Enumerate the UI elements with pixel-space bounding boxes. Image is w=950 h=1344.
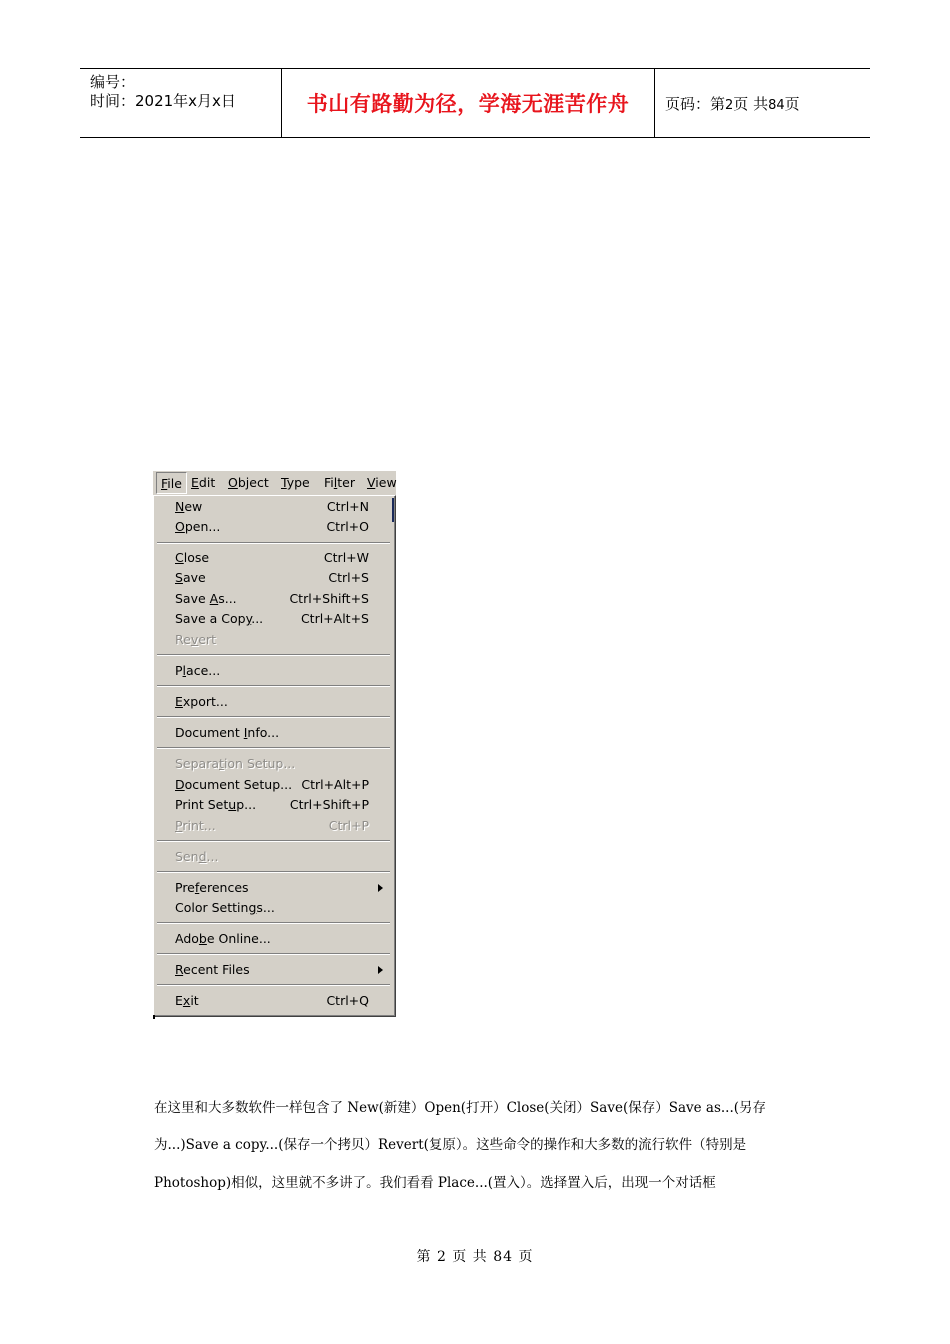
body-text-line-1: 在这里和大多数软件一样包含了 New(新建）Open(打开）Close(关闭）Save(保存）Save as...(另存	[154, 1100, 767, 1116]
submenu-arrow-icon	[378, 966, 383, 974]
menu-separator	[157, 922, 390, 924]
shortcut-save: Ctrl+S	[328, 570, 369, 585]
body-text-line-3: Photoshop)相似，这里就不多讲了。我们看看 Place...(置入）。选择置入后，出现一个对话框	[154, 1175, 716, 1191]
menu-separator	[157, 716, 390, 718]
submenu-arrow-icon	[378, 884, 383, 892]
shortcut-open: Ctrl+O	[326, 519, 369, 534]
menu-item-print-setup[interactable]: Print Setup... Ctrl+Shift+P	[175, 797, 369, 812]
menu-item-new[interactable]: New Ctrl+N	[175, 499, 369, 514]
file-menu-screenshot	[153, 471, 396, 1019]
body-text-line-2: 为...)Save a copy...(保存一个拷贝）Revert(复原）。这些命令的操作和大多数的流行软件（特别是	[154, 1137, 747, 1153]
file-dropdown-menu	[153, 495, 396, 1017]
header-page-indicator	[655, 93, 800, 114]
menu-separator	[157, 984, 390, 986]
menu-item-place[interactable]: Place...	[175, 663, 221, 678]
shortcut-exit: Ctrl+Q	[326, 993, 369, 1008]
menu-separator	[157, 953, 390, 955]
menu-item-revert: Revert	[175, 632, 216, 647]
menu-item-save[interactable]: Save Ctrl+S	[175, 570, 369, 585]
shortcut-document-setup: Ctrl+Alt+P	[301, 777, 369, 792]
window-edge-mark	[392, 498, 394, 522]
document-date-label: 时间：2021年x月x日	[90, 92, 236, 110]
menu-item-recent-files[interactable]: Recent Files	[175, 962, 369, 980]
menu-item-export[interactable]: Export...	[175, 694, 228, 709]
menu-separator	[157, 542, 390, 544]
header-page-cell	[655, 69, 870, 137]
page-suffix: 页	[784, 94, 800, 113]
menu-item-separation-setup: Separation Setup...	[175, 756, 296, 771]
menu-item-document-setup[interactable]: Document Setup... Ctrl+Alt+P	[175, 777, 369, 792]
menu-item-adobe-online[interactable]: Adobe Online...	[175, 931, 271, 946]
menubar-type[interactable]: Type	[281, 475, 310, 490]
header-motto: 书山有路勤为径，学海无涯苦作舟	[306, 92, 630, 116]
shortcut-save-as: Ctrl+Shift+S	[289, 591, 369, 606]
shortcut-print-setup: Ctrl+Shift+P	[289, 797, 369, 812]
menu-item-preferences[interactable]: Preferences	[175, 880, 369, 898]
menu-item-print: Print... Ctrl+P	[175, 818, 369, 833]
header-info-cell	[80, 69, 280, 137]
menubar-object[interactable]: Object	[228, 475, 269, 490]
shortcut-close: Ctrl+W	[323, 550, 369, 565]
menu-separator	[157, 871, 390, 873]
menu-item-close[interactable]: Close Ctrl+W	[175, 550, 369, 565]
page-number: 2	[725, 97, 734, 113]
shortcut-print: Ctrl+P	[328, 818, 369, 833]
page-footer: 第 2 页 共 84 页	[416, 1249, 534, 1265]
menu-separator	[157, 840, 390, 842]
page-prefix: 页码：第	[665, 94, 726, 113]
menu-item-open[interactable]: Open... Ctrl+O	[175, 519, 369, 534]
menubar-edit[interactable]: Edit	[191, 475, 216, 490]
page-header	[80, 68, 870, 138]
shortcut-new: Ctrl+N	[326, 499, 369, 514]
header-motto-cell	[281, 69, 655, 137]
menu-item-exit[interactable]: Exit Ctrl+Q	[175, 993, 369, 1008]
menu-item-color-settings[interactable]: Color Settings...	[175, 900, 275, 915]
menu-bar	[153, 471, 396, 495]
menu-separator	[157, 747, 390, 749]
menu-separator	[157, 685, 390, 687]
menu-item-save-as[interactable]: Save As... Ctrl+Shift+S	[175, 591, 369, 606]
menubar-view[interactable]: View	[367, 475, 397, 490]
menu-item-send: Send...	[175, 849, 219, 864]
menu-item-document-info[interactable]: Document Info...	[175, 725, 280, 740]
menu-separator	[157, 654, 390, 656]
document-number-label: 编号：	[90, 73, 136, 91]
image-corner-mark	[153, 1015, 155, 1019]
menubar-file[interactable]: File	[156, 472, 187, 494]
menu-item-save-a-copy[interactable]: Save a Copy... Ctrl+Alt+S	[175, 611, 369, 626]
page-mid: 页 共	[733, 94, 769, 113]
shortcut-save-a-copy: Ctrl+Alt+S	[300, 611, 369, 626]
page-total: 84	[768, 97, 785, 113]
menubar-filter[interactable]: Filter	[324, 475, 355, 490]
